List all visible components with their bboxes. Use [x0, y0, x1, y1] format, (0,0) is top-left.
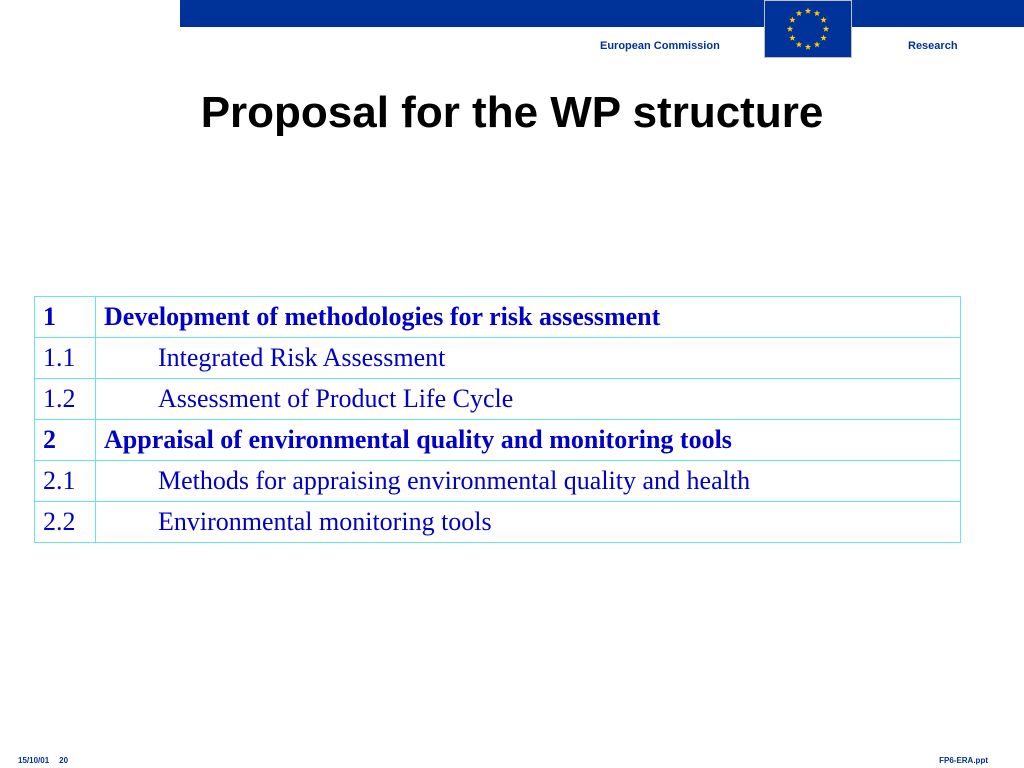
table-row [35, 379, 961, 420]
department-label: Research [908, 40, 958, 52]
flag-star [789, 35, 795, 41]
flag-star [823, 26, 829, 32]
flag-star [787, 26, 793, 32]
flag-star [820, 35, 826, 41]
organization-label: European Commission [600, 40, 720, 52]
wp-number: 2 [35, 420, 96, 461]
table-row [35, 420, 961, 461]
flag-star [820, 17, 826, 23]
wp-number: 1.1 [35, 338, 96, 379]
wp-label: Assessment of Product Life Cycle [96, 379, 961, 420]
footer-filename: FP6-ERA.ppt [939, 756, 988, 765]
flag-star [805, 8, 811, 14]
footer-page-number: 20 [59, 756, 69, 765]
wp-label: Methods for appraising environmental quality and health [96, 461, 961, 502]
flag-star [814, 10, 820, 16]
wp-number: 2.1 [35, 461, 96, 502]
footer-left [18, 756, 78, 765]
wp-label: Appraisal of environmental quality and monitoring tools [96, 420, 961, 461]
wp-number: 2.2 [35, 502, 96, 543]
flag-star [814, 41, 820, 47]
header-band [180, 0, 1024, 27]
wp-number: 1.2 [35, 379, 96, 420]
wp-number: 1 [35, 297, 96, 338]
table-row [35, 338, 961, 379]
table-row [35, 297, 961, 338]
wp-label: Environmental monitoring tools [96, 502, 961, 543]
wp-label: Development of methodologies for risk assessment [96, 297, 961, 338]
table-row [35, 461, 961, 502]
eu-flag-icon [764, 0, 852, 58]
flag-star [805, 44, 811, 50]
wp-structure-table [34, 296, 961, 543]
flag-star [796, 41, 802, 47]
footer-date: 15/10/01 [18, 756, 50, 765]
flag-star [796, 10, 802, 16]
flag-star [789, 17, 795, 23]
table-row [35, 502, 961, 543]
slide-title: Proposal for the WP structure [200, 88, 824, 137]
wp-label: Integrated Risk Assessment [96, 338, 961, 379]
